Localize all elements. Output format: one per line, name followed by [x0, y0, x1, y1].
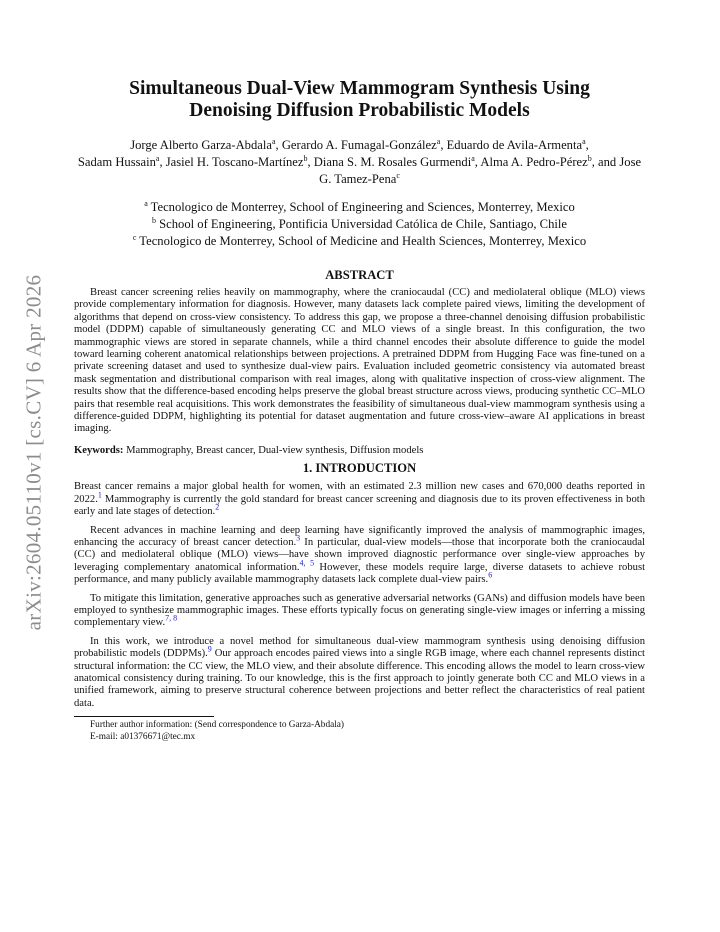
author: Jorge Alberto Garza-Abdala$^a$,: [130, 136, 282, 152]
paragraph: Recent advances in machine learning and deep learning have significantly improved the analysis of mammographic images, enhancing the accuracy of breast cancer detection.$^3$ In particular, dual-view models—those that incorporate both the craniocaudal (CC) and mediolateral oblique (MLO) views—have shown improved diagnostic performance over single-view approaches by leveraging complementary anatomical information.$^{4, 5}$ However, these models require large, diverse datasets to achieve robust performance, and many publicly available mammography datasets lack complete dual-view pairs.$^6$: [74, 524, 646, 586]
author: Jose G. Tamez-Pena$^c$: [319, 155, 642, 186]
citation-link[interactable]: 6: [488, 570, 493, 580]
title-line-1: Simultaneous Dual-View Mammogram Synthesis Using: [129, 78, 590, 99]
abstract-text: Breast cancer screening relies heavily on mammography, where the craniocaudal (CC) and mediolateral oblique (MLO) views provide complementary information for diagnosis. However, many datasets lack complete paired views, limiting the development of algorithms that depend on cross-view consistency. To address this gap, we propose a three-channel denoising diffusion probabilistic model (DDPM) capable of simultaneously generating CC and MLO views of a single breast. In this configuration, the two mammographic views are stored in separate channels, while a third channel encodes their absolute difference to guide the model toward learning coherent anatomical relationships between projections. A pretrained DDPM from Hugging Face was fine-tuned on a private screening dataset and used to synthesize dual-view pairs. Evaluation included geometric consistency via automated breast mask segmentation and distributional comparison with real images, along with qualitative inspection of cross-view alignment. The results show that the difference-based encoding helps preserve the global breast structure across views, producing synthetic CC–MLO pairs that resemble real acquisitions. This work demonstrates the feasibility of simultaneous dual-view mammogram synthesis using a difference-guided DDPM, highlighting its potential for dataset augmentation and future cross-view–aware AI applications in breast imaging.: [74, 287, 645, 435]
title-line-2: Denoising Diffusion Probabilistic Models: [189, 100, 530, 121]
citation-link[interactable]: 7, 8: [165, 613, 178, 623]
abstract-heading: ABSTRACT: [325, 268, 394, 282]
paper-page: [74, 78, 645, 743]
author: Jasiel H. Toscano-Martínez$^b$,: [165, 153, 314, 169]
author: Alma A. Pedro-Pérez$^b$, and: [480, 153, 620, 169]
footnote-divider: [74, 716, 214, 717]
footnote: [74, 720, 645, 743]
affiliation: $^b$ School of Engineering, Pontificia Universidad Católica de Chile, Santiago, Chile: [152, 215, 567, 231]
paragraph: To mitigate this limitation, generative approaches such as generative adversarial networks (GANs) and diffusion models have been employed to synthesize mammographic images. These efforts typically focus on generating single-view images or inferring a missing complementary view.$^{7, 8}$: [74, 592, 645, 629]
author: Sadam Hussain$^a$,: [77, 153, 166, 169]
keywords: [74, 445, 645, 457]
affiliation: $^c$ Tecnologico de Monterrey, School of Medicine and Health Sciences, Monterrey, Mexico: [132, 232, 587, 248]
citation-link[interactable]: 4, 5: [299, 558, 315, 568]
author-list: [74, 137, 645, 188]
citation-link[interactable]: 2: [215, 502, 220, 512]
footnote-correspondence: Further author information: (Send correspondence to Garza-Abdala): [90, 720, 345, 731]
paper-title: [74, 78, 645, 122]
keywords-list: Mammography, Breast cancer, Dual-view synthesis, Diffusion models: [126, 444, 424, 456]
section-heading-introduction: 1. INTRODUCTION: [302, 461, 417, 476]
author: Diana S. M. Rosales Gurmendi$^a$,: [313, 153, 481, 169]
author: Gerardo A. Fumagal-González$^a$,: [281, 136, 447, 152]
affiliation-list: [74, 199, 645, 250]
footnote-email: E-mail: a01376671@tec.mx: [90, 731, 196, 742]
citation-link[interactable]: 3: [296, 533, 301, 543]
arxiv-side-identifier: [19, 262, 49, 642]
citation-link[interactable]: 9: [207, 644, 212, 654]
author: Eduardo de Avila-Armenta$^a$,: [446, 136, 589, 152]
arxiv-id-text: arXiv:2604.05110v1 [cs.CV] 6 Apr 2026: [21, 274, 46, 630]
keywords-label: Keywords:: [74, 444, 124, 456]
paragraph: In this work, we introduce a novel method for simultaneous dual-view mammogram synthesis using denoising diffusion probabilistic models (DDPMs).$^9$ Our approach encodes paired views into a single RGB image, where each channel represents distinct structural information: the CC view, the MLO view, and their absolute difference. This encoding allows the model to learn cross-view anatomical consistency during training. To our knowledge, this is the first approach to jointly generate both CC and MLO views in a unified framework, aiming to preserve structural coherence between projections and better reflect the characteristics of real patient data.: [74, 635, 645, 709]
paragraph: Breast cancer remains a major global health for women, with an estimated 2.3 million new cases and 670,000 deaths reported in 2022.$^1$ Mammography is currently the gold standard for breast cancer screening and diagnosis due to its proven effectiveness in both early and late stages of detection.$^2$: [74, 481, 645, 518]
citation-link[interactable]: 1: [97, 490, 102, 500]
affiliation: $^a$ Tecnologico de Monterrey, School of Engineering and Sciences, Monterrey, Mexico: [144, 198, 575, 214]
